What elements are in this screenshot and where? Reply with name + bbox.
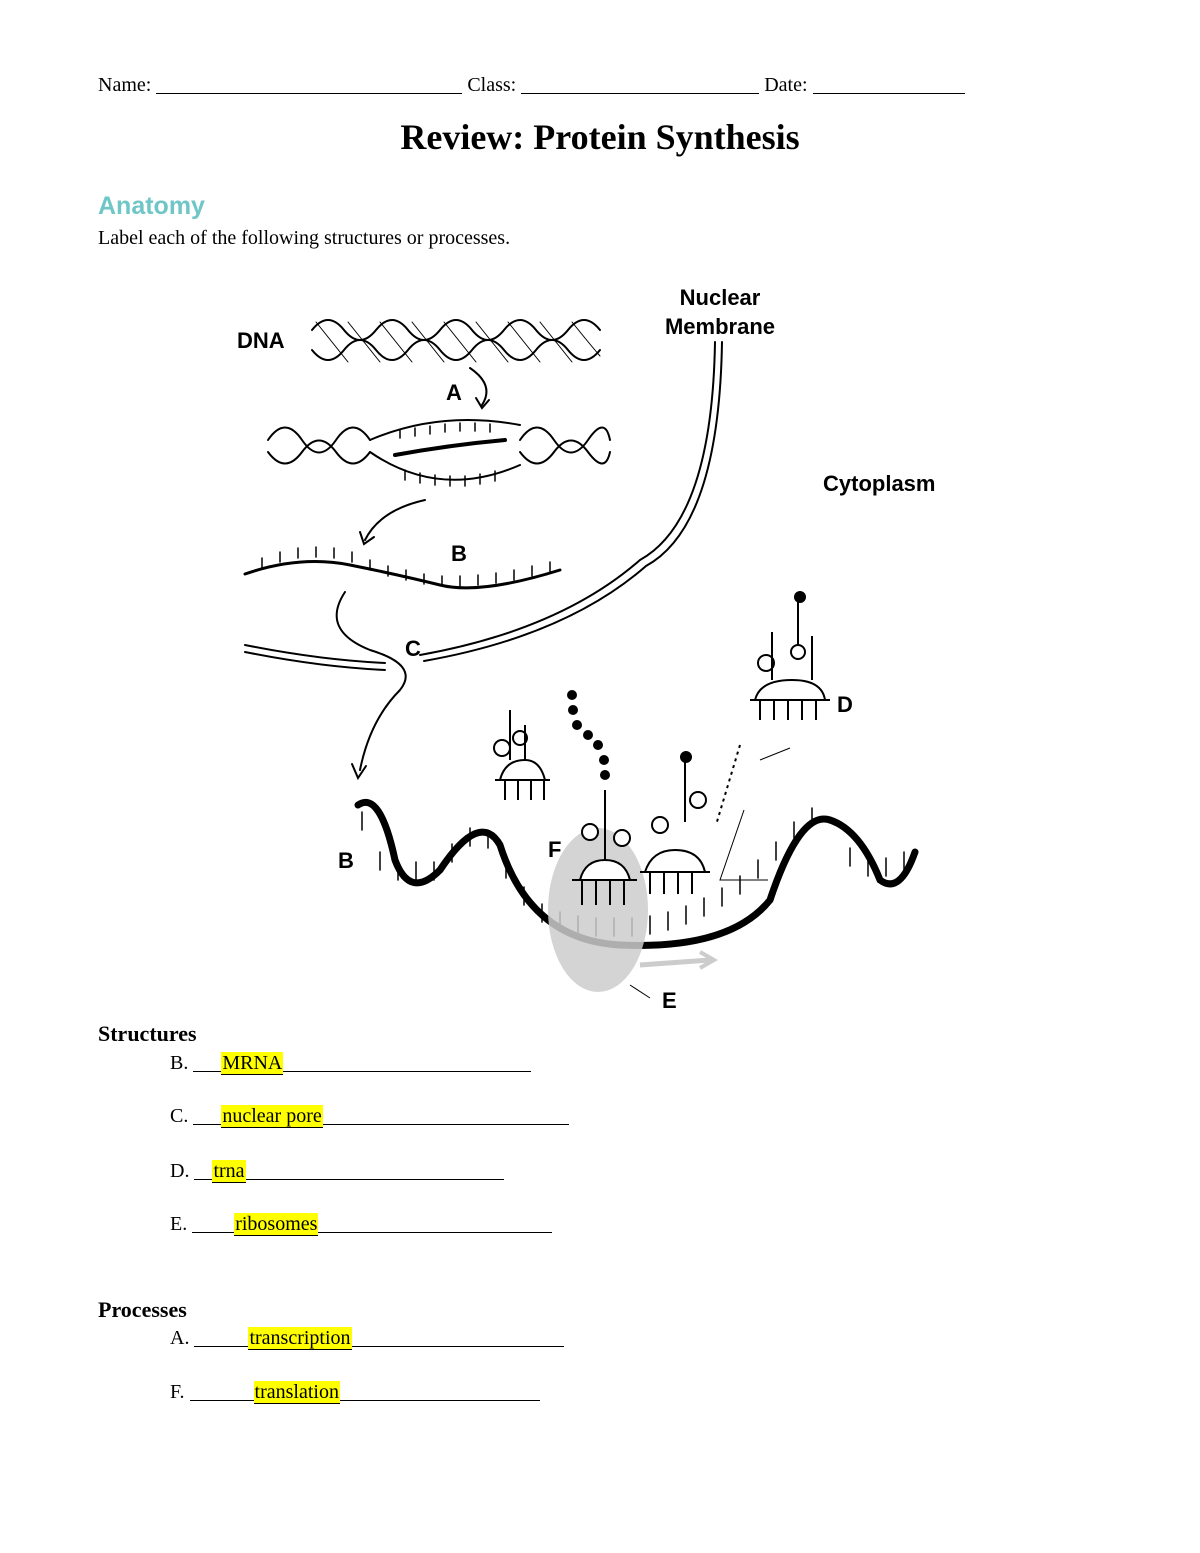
trna-middle [640,752,710,894]
ribosome-drawing [548,828,648,992]
answer-f[interactable] [170,1380,540,1404]
class-blank[interactable] [521,75,759,94]
arrow-a [470,368,486,405]
answer-c[interactable] [170,1104,569,1128]
trna-left [494,710,550,800]
answer-text[interactable]: ribosomes [235,1213,318,1235]
dna-helix-drawing [312,320,600,362]
answer-b[interactable] [170,1051,531,1075]
answer-letter: B. [170,1052,189,1074]
trna-d [750,592,830,720]
unwound-dna-drawing [268,420,610,486]
protein-synthesis-diagram [0,270,1200,1030]
structures-heading: Structures [98,1021,197,1046]
header-fields [98,74,965,97]
mrna-exit-path [337,592,406,770]
label-d: D [837,692,853,717]
label-membrane: Membrane [664,314,776,339]
amino-acid-chain [567,690,610,780]
answer-a[interactable] [170,1326,564,1350]
answer-text[interactable]: nuclear pore [222,1105,322,1127]
label-c: C [405,636,421,661]
label-e: E [662,988,677,1013]
answer-d[interactable] [170,1159,504,1183]
answer-letter: A. [170,1327,190,1349]
answer-letter: E. [170,1213,188,1235]
label-b-bottom: B [338,848,354,873]
answer-text[interactable]: trna [213,1160,245,1182]
page-title: Review: Protein Synthesis [400,117,800,157]
name-label: Name: [98,74,152,96]
answer-text[interactable]: MRNA [222,1052,283,1074]
answer-e[interactable] [170,1212,552,1236]
label-f: F [548,837,562,862]
label-b-top: B [451,541,467,566]
dotted-arrow-d [716,745,740,825]
processes-heading: Processes [98,1297,187,1322]
mrna-strand-top [245,547,560,588]
class-label: Class: [467,74,517,96]
arrow-to-b [365,500,425,540]
label-nuclear: Nuclear [679,285,761,310]
answer-letter: D. [170,1160,190,1182]
date-label: Date: [764,74,808,96]
label-a: A [446,380,462,405]
name-blank[interactable] [156,75,462,94]
instructions-text: Label each of the following structures or processes. [98,227,511,249]
section-heading: Anatomy [98,192,205,220]
answer-letter: C. [170,1105,189,1127]
nuclear-membrane-drawing [245,342,722,670]
label-cytoplasm: Cytoplasm [823,471,936,496]
label-dna: DNA [237,328,285,353]
date-blank[interactable] [813,75,965,94]
answer-letter: F. [170,1381,185,1403]
answer-text[interactable]: translation [254,1381,339,1403]
answer-text[interactable]: transcription [249,1327,351,1349]
